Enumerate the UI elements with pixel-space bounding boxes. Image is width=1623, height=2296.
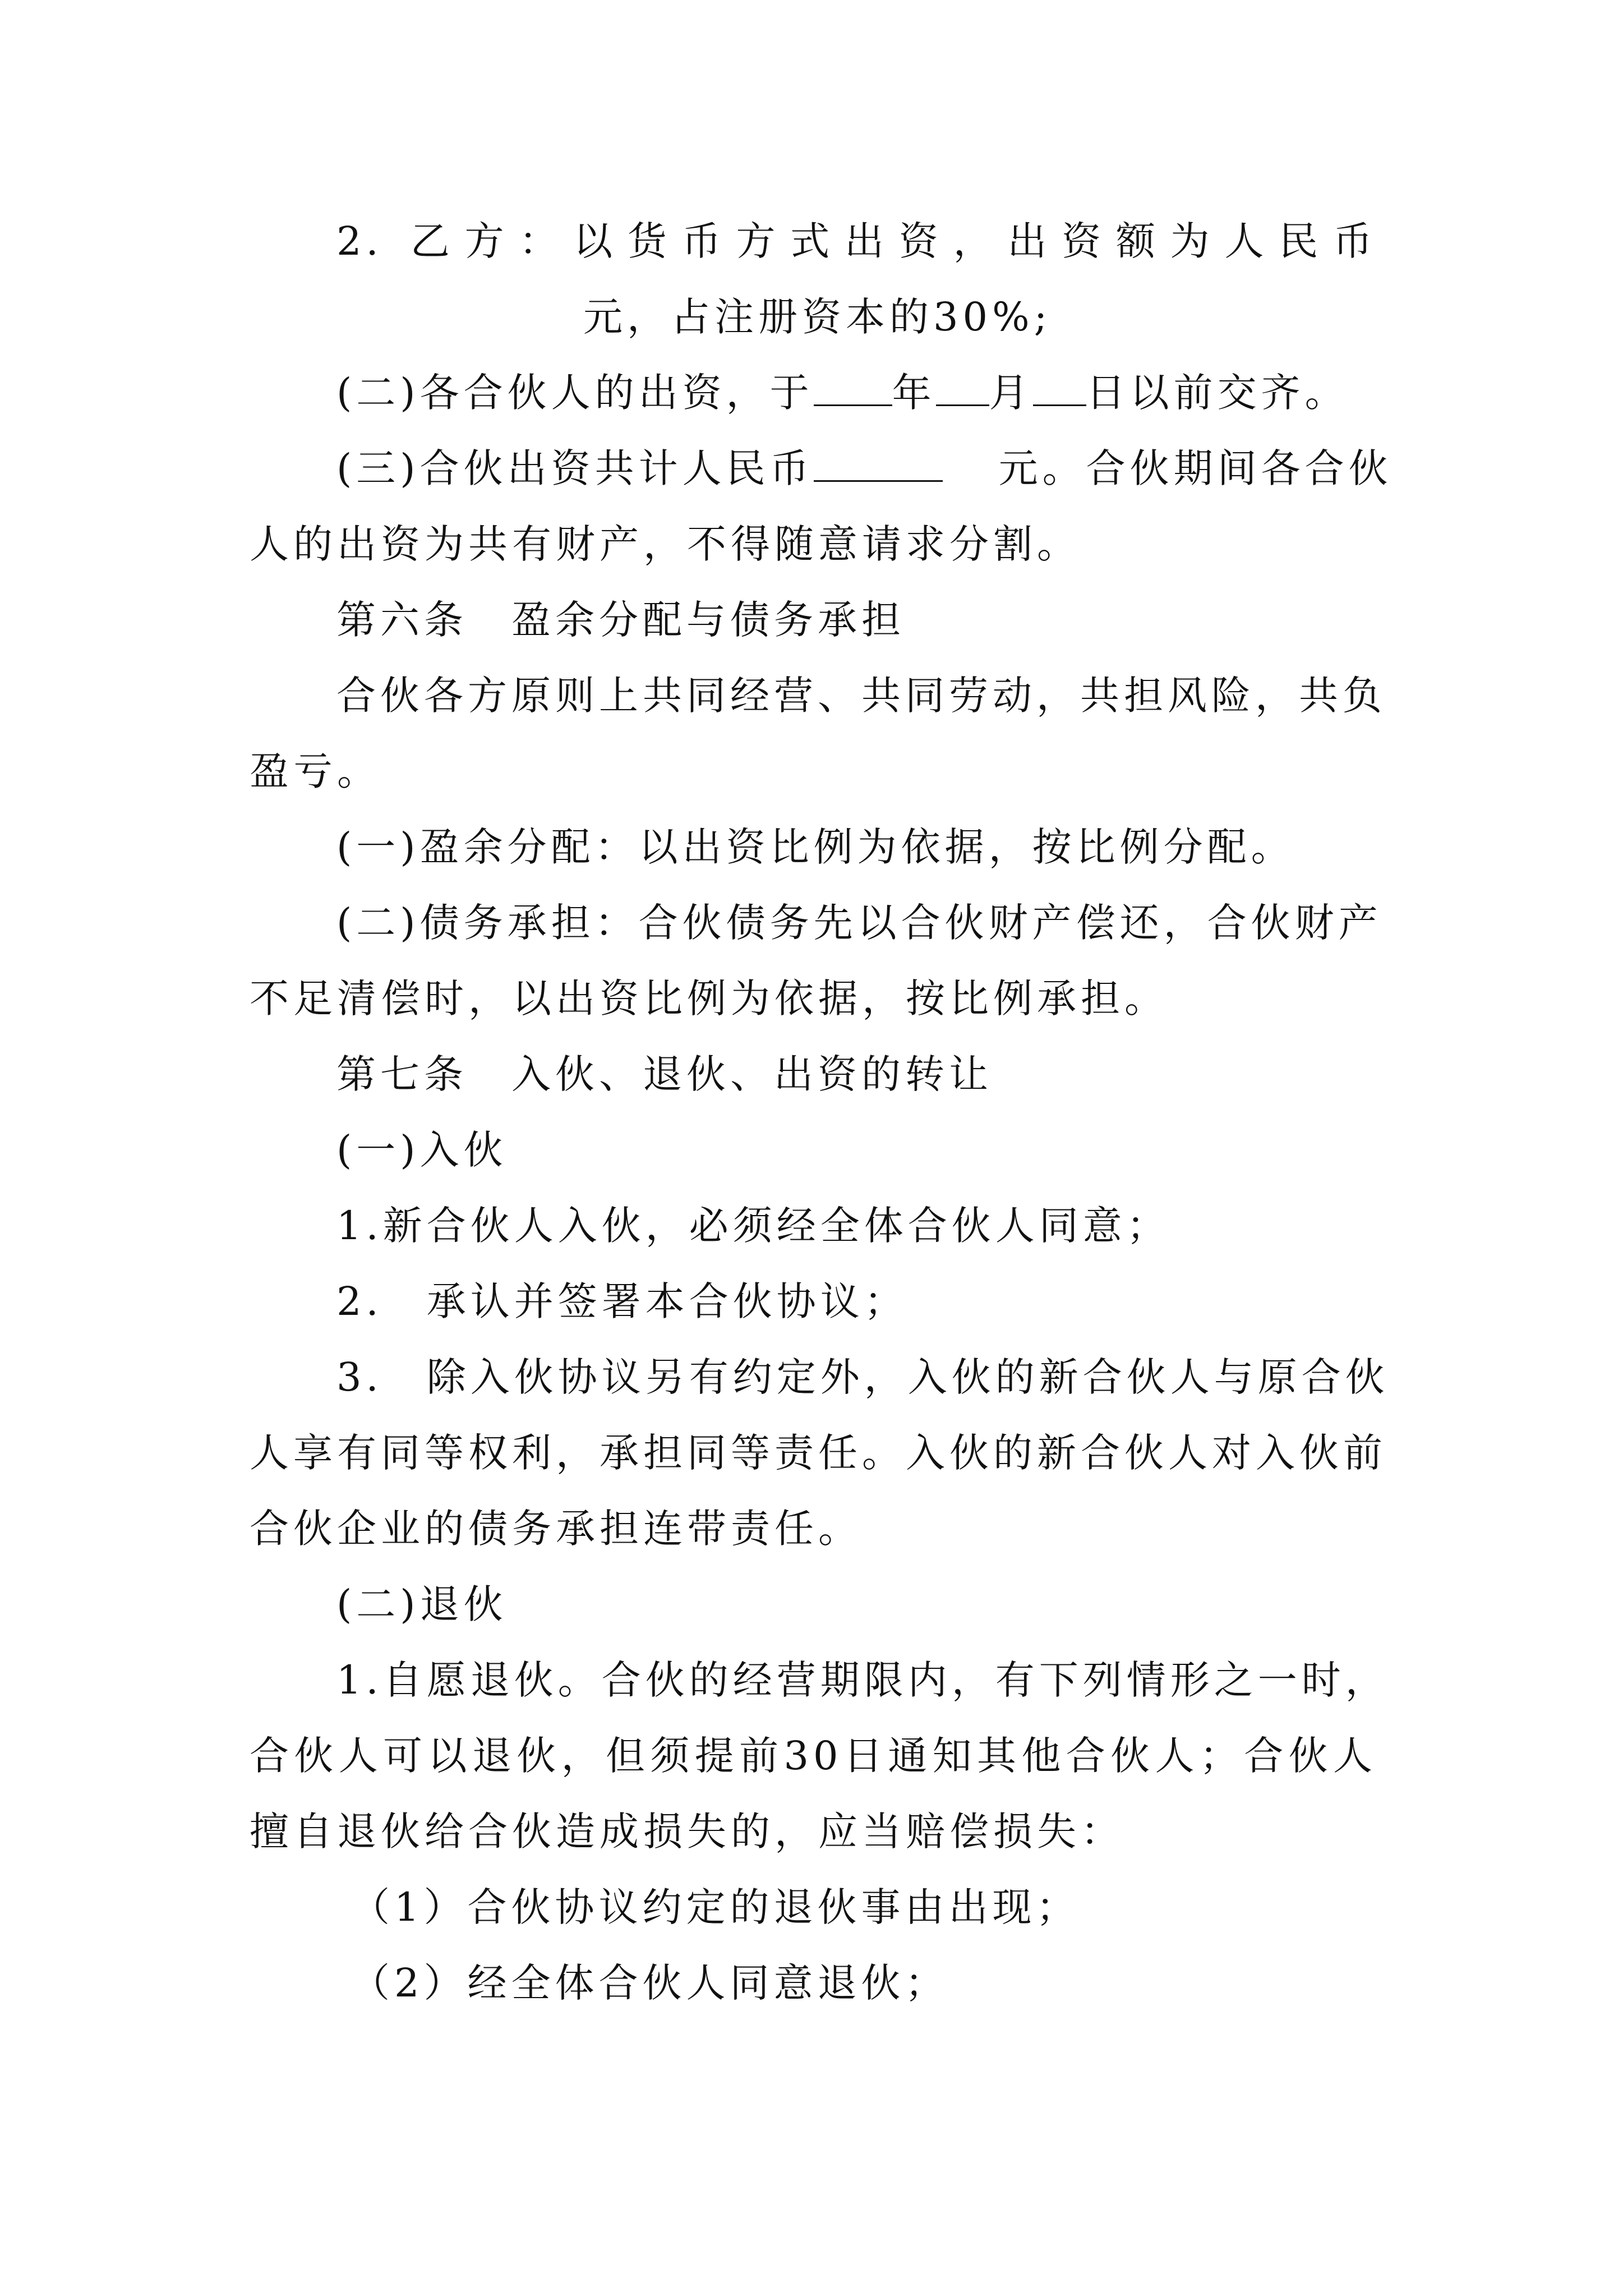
para-line-10: (二)债务承担：合伙债务先以合伙财产偿还，合伙财产 — [336, 900, 1382, 946]
day-blank — [1033, 371, 1086, 406]
section-withdrawal-heading: (二)退伙 — [336, 1581, 508, 1627]
para-line-9: (一)盈余分配：以出资比例为依据，按比例分配。 — [336, 824, 1295, 870]
para-line-1: 2. 乙方：以货币方式出资，出资额为人民币 — [336, 218, 1377, 264]
para-line-8: 盈亏。 — [250, 748, 381, 794]
para-line-20: 1.自愿退伙。合伙的经营期限内，有下列情形之一时， — [336, 1657, 1389, 1703]
year-blank — [814, 371, 892, 406]
para-line-5: 人的出资为共有财产，不得随意请求分割。 — [250, 521, 1081, 567]
list-item-2: （2）经全体合伙人同意退伙； — [351, 1960, 949, 2006]
para-line-4-text-a: (三)合伙出资共计人民币 — [336, 445, 814, 491]
para-line-3-text-b: 年 — [892, 370, 936, 416]
article-6-heading: 第六条 盈余分配与债务承担 — [336, 597, 905, 643]
para-line-14: 1.新合伙人入伙，必须经全体合伙人同意； — [336, 1203, 1170, 1249]
para-line-22: 擅自退伙给合伙造成损失的，应当赔偿损失： — [250, 1809, 1124, 1855]
article-7-heading: 第七条 入伙、退伙、出资的转让 — [336, 1051, 993, 1097]
para-line-18: 合伙企业的债务承担连带责任。 — [250, 1506, 862, 1552]
list-item-1: （1）合伙协议约定的退伙事由出现； — [351, 1884, 1080, 1930]
para-line-16: 3. 除入伙协议另有约定外，入伙的新合伙人与原合伙 — [336, 1354, 1389, 1400]
para-line-4 — [336, 438, 1393, 499]
section-admission-heading: (一)入伙 — [336, 1127, 508, 1173]
month-blank — [936, 371, 989, 406]
para-line-3 — [336, 362, 1377, 424]
para-line-17: 人享有同等权利，承担同等责任。入伙的新合伙人对入伙前 — [250, 1430, 1387, 1476]
para-line-4-text-b: 元。合伙期间各合伙 — [998, 445, 1393, 491]
para-line-11: 不足清偿时，以出资比例为依据，按比例承担。 — [250, 976, 1168, 1022]
amount-blank — [814, 447, 943, 482]
para-line-3-text-a: (二)各合伙人的出资，于 — [336, 370, 814, 416]
para-line-3-text-d: 日以前交齐。 — [1086, 370, 1349, 416]
para-line-2: 元，占注册资本的30%; — [583, 294, 1052, 340]
para-line-15: 2. 承认并签署本合伙协议； — [336, 1278, 908, 1324]
para-line-7: 合伙各方原则上共同经营、共同劳动，共担风险，共负 — [336, 673, 1386, 719]
para-line-3-text-c: 月 — [989, 370, 1033, 416]
para-line-21: 合伙人可以退伙，但须提前30日通知其他合伙人；合伙人 — [250, 1733, 1377, 1779]
